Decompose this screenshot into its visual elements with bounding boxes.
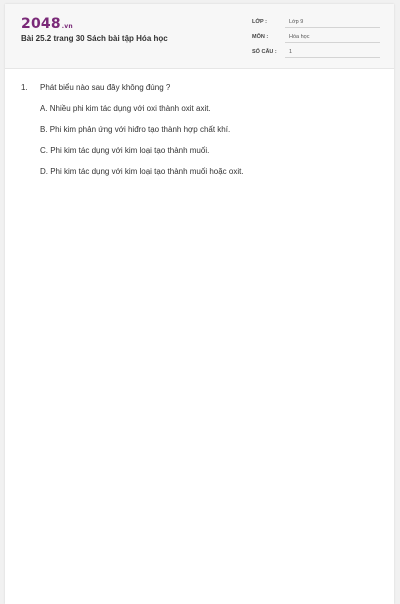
subject-value: Hóa học xyxy=(285,33,380,43)
worksheet-header xyxy=(5,4,394,69)
grade-label: LỚP : xyxy=(252,19,267,25)
option-a[interactable]: A. Nhiều phi kim tác dụng với oxi thành oxit axit. xyxy=(40,104,211,113)
document-title: Bài 25.2 trang 30 Sách bài tập Hóa học xyxy=(21,34,168,43)
meta-count-row xyxy=(252,45,380,60)
option-b[interactable]: B. Phi kim phản ứng với hiđro tạo thành hợp chất khí. xyxy=(40,125,231,134)
meta-info xyxy=(252,15,380,60)
meta-grade-row xyxy=(252,15,380,30)
option-c[interactable]: C. Phi kim tác dụng với kim loại tạo thành muối. xyxy=(40,146,210,155)
grade-value: Lớp 9 xyxy=(285,18,380,28)
question-number: 1. xyxy=(21,83,28,92)
question-text: Phát biểu nào sau đây không đúng ? xyxy=(40,83,171,92)
question-count-label: SỐ CÂU : xyxy=(252,49,277,55)
site-logo[interactable] xyxy=(21,16,73,32)
meta-subject-row xyxy=(252,30,380,45)
worksheet-page xyxy=(5,4,394,604)
logo-tld: .vn xyxy=(61,23,73,30)
option-d[interactable]: D. Phi kim tác dụng với kim loại tạo thành muối hoặc oxit. xyxy=(40,167,244,176)
logo-text: 2048 xyxy=(21,16,61,32)
subject-label: MÔN : xyxy=(252,34,269,40)
question-count-value: 1 xyxy=(285,48,380,58)
answer-options xyxy=(40,103,244,187)
